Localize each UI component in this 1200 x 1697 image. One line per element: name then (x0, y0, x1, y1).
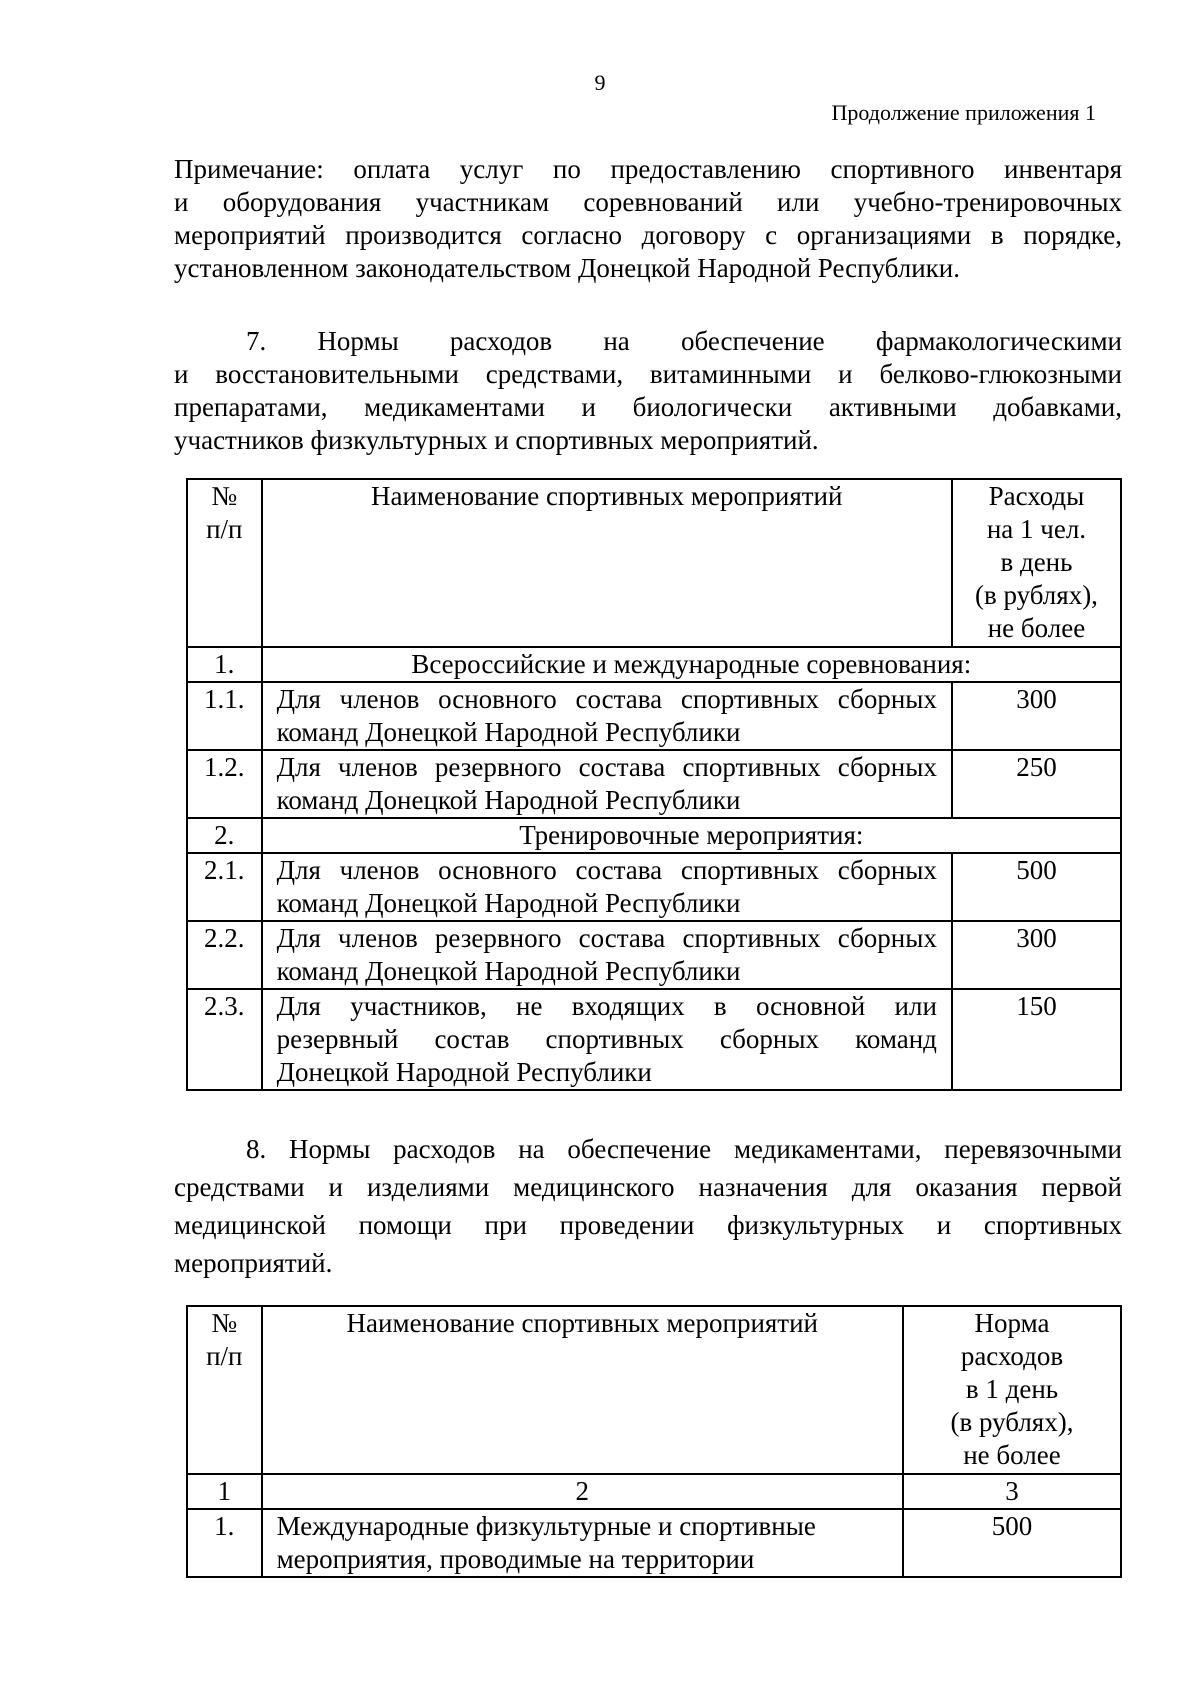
section8-line: мероприятий. (174, 1248, 333, 1278)
row-num: 2. (187, 818, 262, 853)
column-number: 3 (903, 1474, 1121, 1509)
page-subtitle: Продолжение приложения 1 (831, 100, 1096, 125)
header-num-line: № (211, 481, 238, 511)
section7-line: препаратами, медикаментами и биологически активными добавками, (174, 392, 1122, 422)
section7-line: и восстановительными средствами, витаминными и белково-глюкозными (174, 359, 1122, 389)
section8-line: медицинской помощи при проведении физкультурных и спортивных (174, 1210, 1122, 1240)
header-value-line: в день (1000, 547, 1073, 577)
header-num-line: п/п (206, 514, 243, 544)
section7-line: участников физкультурных и спортивных мероприятий. (174, 425, 819, 455)
note-line: Примечание: оплата услуг по предоставлению спортивного инвентаря (174, 154, 1122, 184)
row-num: 2.3. (187, 989, 262, 1090)
row-name-line: команд Донецкой Народной Республики (276, 785, 741, 815)
row-name-line: Международные физкультурные и спортивные (276, 1511, 816, 1541)
row-name (262, 1509, 903, 1577)
section8-paragraph (174, 1130, 1122, 1282)
row-name-line: Донецкой Народной Республики (276, 1057, 652, 1087)
row-value: 250 (952, 750, 1121, 818)
table-section-row (187, 647, 1121, 682)
row-name (262, 682, 952, 750)
header-name-cell: Наименование спортивных мероприятий (262, 1306, 903, 1474)
row-name-line: мероприятия, проводимые на территории (276, 1544, 755, 1574)
table-header-row (187, 1306, 1121, 1474)
header-value-line: (в рублях), (974, 580, 1098, 610)
row-name (262, 921, 952, 989)
section8-line: 8. Нормы расходов на обеспечение медикаментами, перевязочными (246, 1134, 1122, 1164)
header-value-line: в 1 день (965, 1374, 1059, 1404)
header-num-cell (187, 479, 262, 647)
row-name-line: Для членов основного состава спортивных сборных (276, 684, 937, 714)
section7-table (186, 478, 1122, 1091)
row-name-line: Для членов основного состава спортивных сборных (276, 855, 937, 885)
section8-line: средствами и изделиями медицинского назначения для оказания первой (174, 1172, 1122, 1202)
row-name-line: Для членов резервного состава спортивных сборных (276, 923, 937, 953)
header-value-line: на 1 чел. (986, 514, 1087, 544)
row-num: 2.2. (187, 921, 262, 989)
row-name (262, 989, 952, 1090)
row-name (262, 853, 952, 921)
header-value-line: не более (963, 1440, 1061, 1470)
header-num-cell (187, 1306, 262, 1474)
header-value-line: (в рублях), (950, 1407, 1074, 1437)
row-name (262, 750, 952, 818)
row-section-title: Тренировочные мероприятия: (262, 818, 1121, 853)
table-section-row (187, 818, 1121, 853)
table-row (187, 1509, 1121, 1577)
column-number-row (187, 1474, 1121, 1509)
note-paragraph (174, 153, 1122, 285)
table-row (187, 921, 1121, 989)
section7-paragraph (174, 325, 1122, 457)
row-name-line: Для членов резервного состава спортивных сборных (276, 752, 937, 782)
row-num: 1.1. (187, 682, 262, 750)
header-num-line: № (211, 1308, 238, 1338)
row-value: 300 (952, 921, 1121, 989)
row-name-line: резервный состав спортивных сборных команд (276, 1024, 937, 1054)
section7-line: 7. Нормы расходов на обеспечение фармакологическими (246, 326, 1122, 356)
header-value-line: Норма (974, 1308, 1050, 1338)
row-value: 150 (952, 989, 1121, 1090)
row-num: 1. (187, 1509, 262, 1577)
row-num: 1.2. (187, 750, 262, 818)
note-line: установленном законодательством Донецкой Народной Республики. (174, 253, 960, 283)
header-value-cell (952, 479, 1121, 647)
row-value: 500 (952, 853, 1121, 921)
header-name-cell: Наименование спортивных мероприятий (262, 479, 952, 647)
table-row (187, 682, 1121, 750)
row-name-line: команд Донецкой Народной Республики (276, 888, 741, 918)
table-row (187, 750, 1121, 818)
column-number: 2 (262, 1474, 903, 1509)
header-value-line: Расходы (988, 481, 1085, 511)
row-value: 500 (903, 1509, 1121, 1577)
row-section-title: Всероссийские и международные соревнования: (262, 647, 1121, 682)
row-name-line: команд Донецкой Народной Республики (276, 717, 741, 747)
table-row (187, 989, 1121, 1090)
row-num: 2.1. (187, 853, 262, 921)
header-value-line: расходов (960, 1341, 1064, 1371)
row-name-line: команд Донецкой Народной Республики (276, 956, 741, 986)
column-number: 1 (187, 1474, 262, 1509)
row-value: 300 (952, 682, 1121, 750)
table-row (187, 853, 1121, 921)
header-value-cell (903, 1306, 1121, 1474)
table-header-row (187, 479, 1121, 647)
note-line: мероприятий производится согласно договору с организациями в порядке, (174, 220, 1122, 250)
header-value-line: не более (987, 613, 1086, 643)
row-name-line: Для участников, не входящих в основной или (276, 991, 937, 1021)
page-number: 9 (594, 70, 606, 95)
row-num: 1. (187, 647, 262, 682)
note-line: и оборудования участникам соревнований или учебно-тренировочных (174, 187, 1122, 217)
section8-table (186, 1305, 1122, 1578)
header-num-line: п/п (206, 1341, 243, 1371)
